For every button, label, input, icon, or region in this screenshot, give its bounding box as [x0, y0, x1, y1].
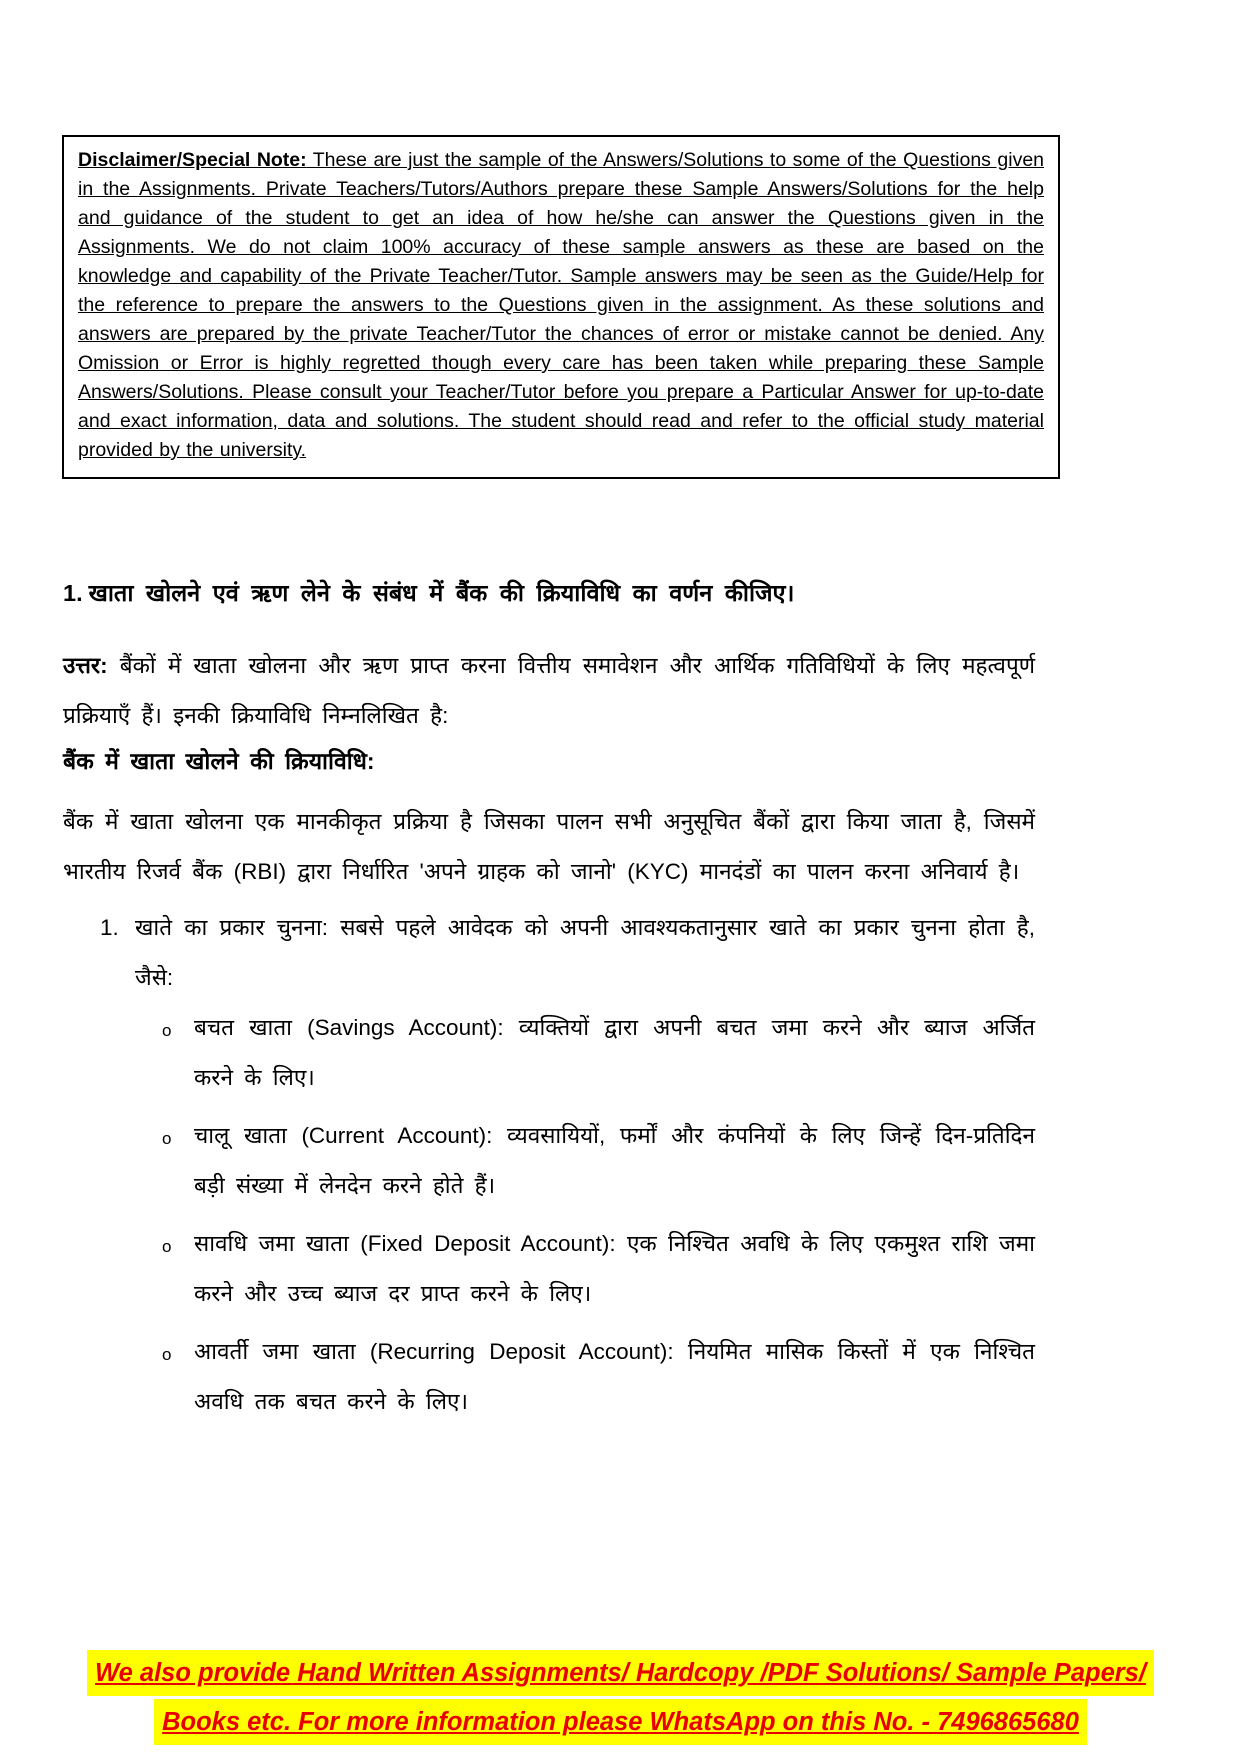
sub-item-text: एक निश्चित अवधि के लिए एकमुश्त राशि जमा करने और उच्च ब्याज दर प्राप्त करने के लिए।: [194, 1231, 1036, 1306]
sub-item-text: व्यक्तियों द्वारा अपनी बचत जमा करने और ब्याज अर्जित करने के लिए।: [194, 1015, 1035, 1090]
disclaimer-label: Disclaimer/Special Note:: [78, 149, 307, 171]
sub-item-text: नियमित मासिक किस्तों में एक निश्चित अवधि तक बचत करने के लिए।: [194, 1339, 1035, 1414]
list-item-number: 1.: [100, 915, 119, 940]
promo-footer-line2: Books etc. For more information please WhatsApp on this No. - 7496865680: [154, 1699, 1087, 1745]
sub-item-lead: बचत खाता (Savings Account):: [194, 1015, 504, 1040]
answer-subheading: बैंक में खाता खोलने की क्रियाविधि:: [63, 748, 375, 774]
promo-footer: [0, 1650, 1241, 1748]
list-sub-item: [63, 1111, 1035, 1211]
disclaimer-text: [78, 146, 1044, 465]
disclaimer-body: These are just the sample of the Answers/Solutions to some of the Questions given in the Assignments. Private Teachers/Tutors/Authors prepare these Sample Answers/Solutions for the help and guidance of the student to get an idea of how he/she can answer the Questions given in the Assignments. We do not claim 100% accuracy of these sample answers as these are based on the knowledge and capability of the Private Teacher/Tutor. Sample answers may be seen as the Guide/Help for the reference to prepare the answers to the Questions given in the assignment. As these solutions and answers are prepared by the private Teacher/Tutor the chances of error or mistake cannot be denied. Any Omission or Error is highly regretted though every care has been taken while preparing these Sample Answers/Solutions. Please consult your Teacher/Tutor before you prepare a Particular Answer for up-to-date and exact information, data and solutions. The student should read and refer to the official study material provided by the university.: [78, 149, 1045, 461]
sub-item-lead: सावधि जमा खाता (Fixed Deposit Account):: [194, 1231, 616, 1256]
list-sub-item: [63, 1327, 1035, 1427]
bullet-circle-icon: o: [162, 1345, 172, 1364]
sub-item-lead: आवर्ती जमा खाता (Recurring Deposit Account):: [194, 1339, 674, 1364]
answer-intro: [63, 641, 1035, 741]
answer-paragraph: बैंक में खाता खोलना एक मानकीकृत प्रक्रिया है जिसका पालन सभी अनुसूचित बैंकों द्वारा किया जाता है, जिसमें भारतीय रिजर्व बैंक (RBI) द्वारा निर्धारित 'अपने ग्राहक को जानो' (KYC) मानदंडों का पालन करना अनिवार्य है।: [63, 809, 1035, 884]
list-sub-item: [63, 1003, 1035, 1103]
sub-item-text: व्यवसायियों, फर्मों और कंपनियों के लिए जिन्हें दिन-प्रतिदिन बड़ी संख्या में लेनदेन करने होते हैं।: [194, 1123, 1035, 1198]
list-item-lead: खाते का प्रकार चुनना:: [135, 915, 329, 940]
bullet-circle-icon: o: [162, 1129, 172, 1148]
promo-footer-line1: We also provide Hand Written Assignments/ Hardcopy /PDF Solutions/ Sample Papers/: [87, 1650, 1154, 1696]
list-sub-item: [63, 1219, 1035, 1319]
bullet-circle-icon: o: [162, 1021, 172, 1040]
sub-item-lead: चालू खाता (Current Account):: [194, 1123, 493, 1148]
answer-label: उत्तर:: [63, 653, 108, 678]
answer-content: [63, 575, 1035, 1435]
question-heading: [63, 575, 1035, 611]
question-number: 1.: [63, 580, 83, 606]
answer-intro-text: बैंकों में खाता खोलना और ऋण प्राप्त करना वित्तीय समावेशन और आर्थिक गतिविधियों के लिए महत्वपूर्ण प्रक्रियाएँ हैं। इनकी क्रियाविधि निम्नलिखित है:: [63, 653, 1035, 728]
bullet-circle-icon: o: [162, 1237, 172, 1256]
disclaimer-box: [62, 135, 1060, 479]
question-title: खाता खोलने एवं ऋण लेने के संबंध में बैंक की क्रियाविधि का वर्णन कीजिए।: [88, 580, 795, 606]
list-item-text: सबसे पहले आवेदक को अपनी आवश्यकतानुसार खाते का प्रकार चुनना होता है, जैसे:: [135, 915, 1036, 990]
list-item: [63, 903, 1035, 1003]
